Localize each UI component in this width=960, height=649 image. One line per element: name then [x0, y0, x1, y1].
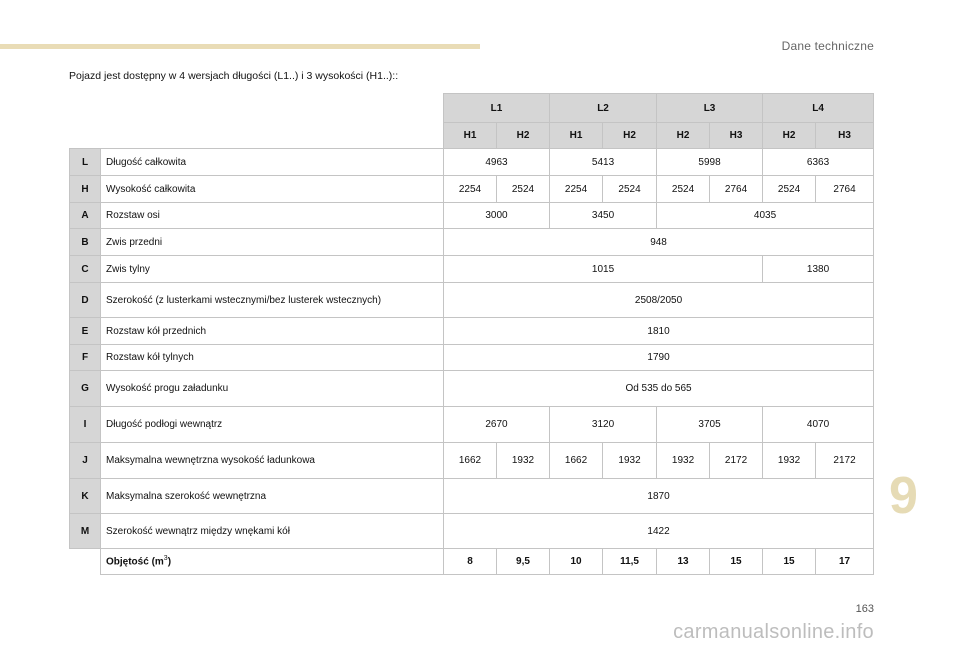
dimension-code: M [70, 514, 101, 549]
value-cell: 3120 [550, 407, 657, 443]
table-row [70, 514, 874, 549]
value-cell: 1932 [657, 443, 710, 479]
length-header-l1: L1 [444, 94, 550, 123]
dimension-label: Rozstaw osi [101, 203, 444, 229]
volume-cell: 17 [816, 549, 874, 575]
value-cell: 4035 [657, 203, 874, 229]
table-row [70, 256, 874, 283]
height-header: H2 [763, 123, 816, 149]
dimension-label: Zwis tylny [101, 256, 444, 283]
height-header: H2 [497, 123, 550, 149]
value-cell: 1790 [444, 345, 874, 371]
dimension-code: H [70, 176, 101, 203]
table-row [70, 371, 874, 407]
value-cell: 3000 [444, 203, 550, 229]
length-header-l2: L2 [550, 94, 657, 123]
length-header-l3: L3 [657, 94, 763, 123]
volume-cell: 11,5 [603, 549, 657, 575]
table-row [70, 149, 874, 176]
section-title: Dane techniczne [781, 39, 874, 53]
dimension-label: Rozstaw kół przednich [101, 318, 444, 345]
value-cell: Od 535 do 565 [444, 371, 874, 407]
table-row [70, 443, 874, 479]
volume-label-close: ) [167, 556, 172, 568]
value-cell: 4963 [444, 149, 550, 176]
height-header: H3 [710, 123, 763, 149]
value-cell: 2524 [497, 176, 550, 203]
dimension-label: Długość całkowita [101, 149, 444, 176]
page-number: 163 [855, 603, 874, 615]
height-header-row [70, 123, 874, 149]
value-cell: 2764 [816, 176, 874, 203]
volume-blank [70, 549, 101, 575]
dimension-code: K [70, 479, 101, 514]
dimension-code: D [70, 283, 101, 318]
dimensions-table [69, 93, 874, 575]
value-cell: 2524 [657, 176, 710, 203]
dimension-label: Szerokość wewnątrz między wnękami kół [101, 514, 444, 549]
dimension-code: F [70, 345, 101, 371]
height-header: H3 [816, 123, 874, 149]
volume-cell: 10 [550, 549, 603, 575]
value-cell: 1810 [444, 318, 874, 345]
table-row [70, 176, 874, 203]
dimension-code: E [70, 318, 101, 345]
length-header-l4: L4 [763, 94, 874, 123]
chapter-tab-number: 9 [889, 467, 918, 525]
dimension-label: Maksymalna szerokość wewnętrzna [101, 479, 444, 514]
dimension-code: B [70, 229, 101, 256]
value-cell: 2524 [603, 176, 657, 203]
table-row [70, 318, 874, 345]
value-cell: 1015 [444, 256, 763, 283]
value-cell: 2508/2050 [444, 283, 874, 318]
value-cell: 3450 [550, 203, 657, 229]
value-cell: 5998 [657, 149, 763, 176]
height-header: H1 [444, 123, 497, 149]
height-header: H2 [603, 123, 657, 149]
value-cell: 1422 [444, 514, 874, 549]
header-accent-bar [0, 44, 480, 49]
table-row [70, 229, 874, 256]
volume-cell: 15 [710, 549, 763, 575]
value-cell: 1662 [444, 443, 497, 479]
height-header: H1 [550, 123, 603, 149]
dimension-label: Maksymalna wewnętrzna wysokość ładunkowa [101, 443, 444, 479]
volume-unit-sup: 3 [163, 555, 168, 563]
value-cell: 2524 [763, 176, 816, 203]
volume-cell: 9,5 [497, 549, 550, 575]
dimension-code: G [70, 371, 101, 407]
length-header-row [70, 94, 874, 123]
value-cell: 1380 [763, 256, 874, 283]
volume-label [101, 549, 444, 575]
dimension-label: Wysokość całkowita [101, 176, 444, 203]
value-cell: 5413 [550, 149, 657, 176]
volume-row [70, 549, 874, 575]
value-cell: 2254 [444, 176, 497, 203]
table-row [70, 479, 874, 514]
value-cell: 1932 [603, 443, 657, 479]
value-cell: 1870 [444, 479, 874, 514]
dimension-label: Wysokość progu załadunku [101, 371, 444, 407]
dimension-code: L [70, 149, 101, 176]
dimension-code: A [70, 203, 101, 229]
table-row [70, 345, 874, 371]
value-cell: 1932 [497, 443, 550, 479]
height-header: H2 [657, 123, 710, 149]
value-cell: 948 [444, 229, 874, 256]
volume-label-text: Objętość (m [106, 556, 164, 568]
intro-text: Pojazd jest dostępny w 4 wersjach długości (L1..) i 3 wysokości (H1..):: [69, 70, 399, 82]
value-cell: 1932 [763, 443, 816, 479]
dimension-code: C [70, 256, 101, 283]
watermark: carmanualsonline.info [673, 621, 874, 643]
volume-cell: 8 [444, 549, 497, 575]
value-cell: 2172 [710, 443, 763, 479]
value-cell: 1662 [550, 443, 603, 479]
value-cell: 2254 [550, 176, 603, 203]
volume-cell: 13 [657, 549, 710, 575]
value-cell: 2172 [816, 443, 874, 479]
value-cell: 3705 [657, 407, 763, 443]
dimension-label: Długość podłogi wewnątrz [101, 407, 444, 443]
dimension-code: I [70, 407, 101, 443]
table-row [70, 283, 874, 318]
value-cell: 4070 [763, 407, 874, 443]
header-blank [70, 94, 444, 123]
volume-cell: 15 [763, 549, 816, 575]
value-cell: 2764 [710, 176, 763, 203]
header-blank [70, 123, 444, 149]
value-cell: 2670 [444, 407, 550, 443]
table-row [70, 203, 874, 229]
dimension-label: Rozstaw kół tylnych [101, 345, 444, 371]
table-row [70, 407, 874, 443]
value-cell: 6363 [763, 149, 874, 176]
dimension-code: J [70, 443, 101, 479]
dimension-label: Szerokość (z lusterkami wstecznymi/bez lusterek wstecznych) [101, 283, 444, 318]
dimension-label: Zwis przedni [101, 229, 444, 256]
